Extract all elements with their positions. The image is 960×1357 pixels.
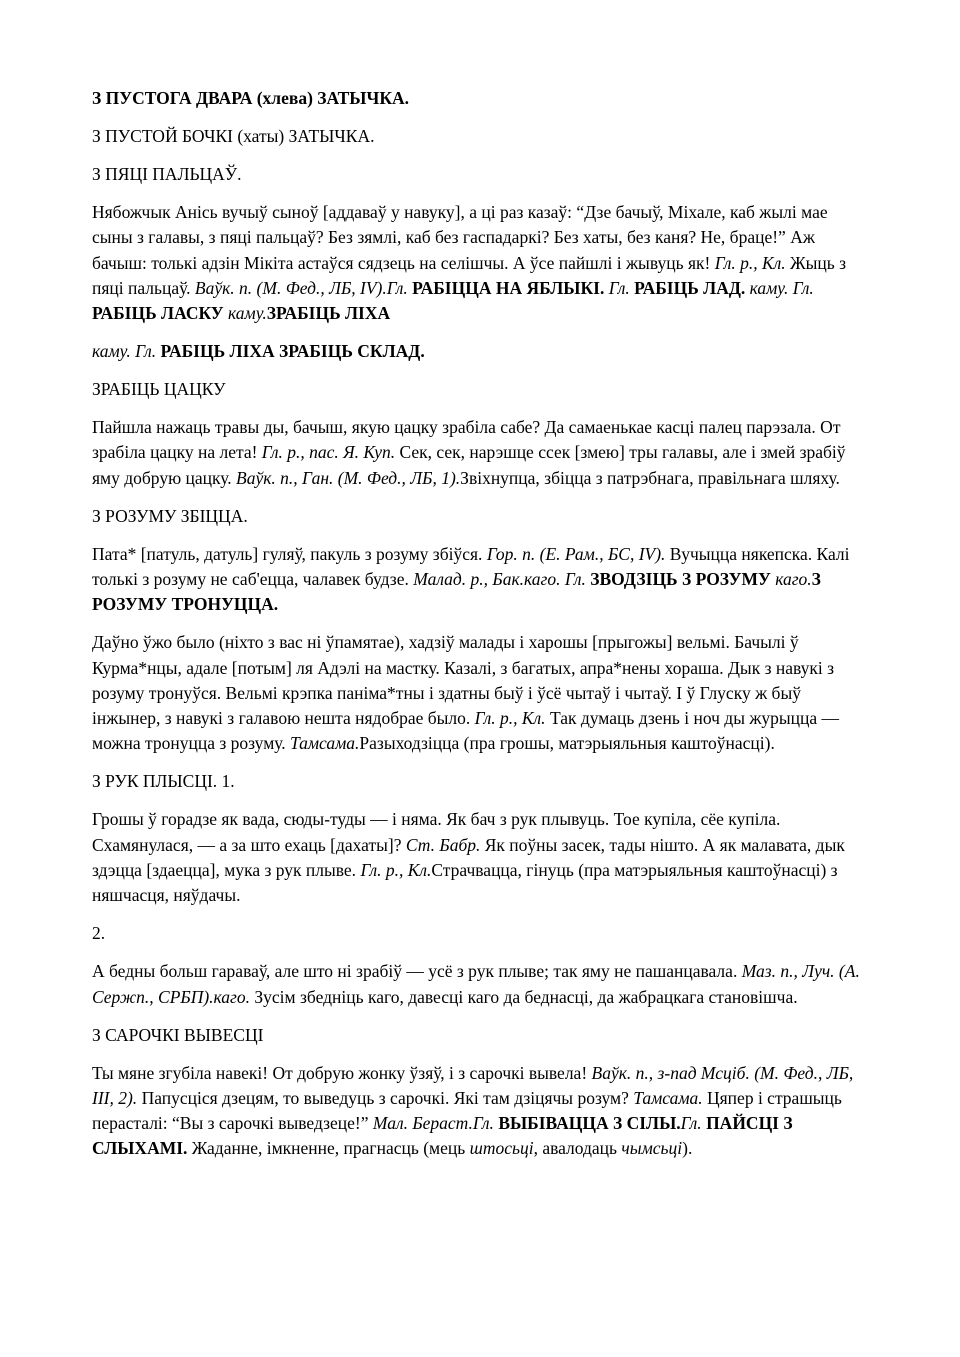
text-run: ЗРАБІЦЬ ЛІХА bbox=[266, 303, 391, 324]
text-run: Пайшла нажаць травы ды, бачыш, якую цацку зрабіла сабе? Да самаенькае касці палец парэзала. От зрабіла цацку на лета! bbox=[92, 417, 841, 463]
text-run: ЗРАБІЦЬ ЦАЦКУ bbox=[92, 379, 226, 400]
text-run: З ПУСТОЙ БОЧКІ (хаты) ЗАТЫЧКА. bbox=[92, 125, 375, 146]
text-run: Нябожчык Анісь вучыў сыноў [аддаваў у навуку], а ці раз казаў: “Дзе бачыў, Міхале, каб жылі мае сыны з галавы, з пяці пальцаў? Без зямлі, каб без гаспадаркі? Без хаты, без каня? Не, браце!” Аж бачыш: толькі адзін Мікіта астаўся сядзець на селішчы. А ўсе пайшлі і жывуць як! bbox=[92, 201, 828, 273]
text-run: Тамсама. bbox=[290, 733, 360, 754]
entry-heading bbox=[92, 504, 868, 529]
text-run: Гл. р., Кл. bbox=[714, 252, 786, 273]
entry-body bbox=[92, 921, 868, 946]
text-run: Мал. Бераст.Гл. bbox=[372, 1113, 499, 1134]
text-run: Гл. bbox=[680, 1113, 707, 1134]
text-run: Жаданне, імкненне, прагнасць (мець bbox=[191, 1138, 470, 1159]
text-run: Гор. п. (Е. Рам., БС, IV). bbox=[486, 543, 666, 564]
text-run: Малад. р., Бак.каго. Гл. bbox=[413, 568, 591, 589]
text-run: штосьці bbox=[469, 1138, 534, 1159]
text-run: Маз. п., Луч. (А. Сержп., СРБП).каго. bbox=[92, 961, 860, 1007]
text-run: каму. Гл. bbox=[749, 277, 814, 298]
text-run: РАБІЦЬ ЛАД. bbox=[634, 277, 750, 298]
entry-heading bbox=[92, 162, 868, 187]
text-run: Тамсама. bbox=[633, 1087, 703, 1108]
text-run: Ваўк. п. (М. Фед., ЛБ, IV).Гл. bbox=[194, 277, 408, 298]
text-run: каму. Гл. bbox=[92, 341, 161, 362]
entry-body bbox=[92, 807, 868, 908]
entry-body bbox=[92, 339, 868, 364]
text-run: чымсьці bbox=[621, 1138, 683, 1159]
entry-body bbox=[92, 415, 868, 491]
text-run: З РОЗУМУ ЗБІЦЦА. bbox=[92, 505, 248, 526]
entry-heading bbox=[92, 769, 868, 794]
text-run: РАБІЦЬ ЛІХА ЗРАБІЦЬ СКЛАД. bbox=[160, 341, 425, 362]
text-run: Гл. р., Кл. bbox=[474, 708, 546, 729]
text-run: , авалодаць bbox=[533, 1138, 622, 1159]
text-run: ЗВОДЗІЦЬ З РОЗУМУ bbox=[590, 568, 776, 589]
entry-body bbox=[92, 1061, 868, 1162]
text-run: А бедны больш гараваў, але што ні зрабіў — усё з рук плыве; так яму не пашанцавала. bbox=[92, 961, 742, 982]
text-run: Цяпер і страшыць перасталі: “Вы з сарочкі выведзеце!” bbox=[92, 1087, 842, 1134]
text-run: 2. bbox=[92, 923, 106, 944]
text-run: Грошы ў горадзе як вада, сюды-туды — і няма. Як бач з рук плывуць. Тое купіла, сёе купіла. Схамянулася, — а за што ехаць [дахаты]? bbox=[92, 809, 781, 855]
text-run: Ваўк. п., з-пад Мсціб. (М. Фед., ЛБ, III, 2). bbox=[92, 1062, 854, 1108]
entry-body bbox=[92, 542, 868, 618]
text-run: Ваўк. п., Ган. (М. Фед., ЛБ, 1). bbox=[236, 467, 461, 488]
text-run: РАБІЦЦА НА ЯБЛЫКІ. bbox=[407, 277, 609, 298]
text-run: Так думаць дзень і ноч ды журыцца — можна тронуцца з розуму. bbox=[92, 708, 840, 754]
text-run: З ПУСТОГА ДВАРА (хлева) ЗАТЫЧКА. bbox=[92, 88, 410, 108]
text-run: Даўно ўжо было (ніхто з вас ні ўпамятае), хадзіў малады і харошы [прыгожы] вельмі. Бачылі ў Курма*нцы, адале [потым] ля Адэлі на мастку. Казалі, з багатых, апра*нены хораша. Дык з навукі з розуму тронуўся. Вельмі крэпка паніма*тны і здатны быў і ўсё чытаў і чытаў. І ў Глуску ж быў інжынер, з навукі з галавою нешта нядобрае было. bbox=[92, 632, 835, 729]
text-run: З РУК ПЛЫСЦІ. 1. bbox=[92, 771, 235, 792]
text-run: Страчвацца, гінуць (пра матэрыяльныя каштоўнасці) з няшчасця, няўдачы. bbox=[92, 859, 838, 906]
text-run: ВЫБІВАЦЦА З СІЛЫ. bbox=[498, 1113, 681, 1134]
text-run: З РОЗУМУ ТРОНУЦЦА. bbox=[92, 568, 821, 615]
text-run: каму. bbox=[228, 303, 267, 324]
text-run: З САРОЧКІ ВЫВЕСЦІ bbox=[92, 1024, 264, 1045]
entry-heading bbox=[92, 86, 868, 111]
text-run: Сек, сек, нарэшце ссек [змею] тры галавы, але і змей зрабіў яму добрую цацку. bbox=[92, 442, 846, 488]
text-run: Разыходзіцца (пра грошы, матэрыяльныя каштоўнасці). bbox=[359, 733, 775, 754]
text-run: З ПЯЦІ ПАЛЬЦАЎ. bbox=[92, 163, 242, 184]
text-run: Ст. Бабр. bbox=[405, 834, 481, 855]
entry-heading bbox=[92, 377, 868, 402]
text-run: Вучыцца някепска. Калі толькі з розуму не саб'ецца, чалавек будзе. bbox=[92, 543, 850, 589]
entry-body bbox=[92, 630, 868, 756]
entry-body bbox=[92, 200, 868, 326]
text-run: Як поўны засек, тады нішто. А як малавата, дык здэцца [здаецца], мука з рук плыве. bbox=[92, 834, 845, 880]
text-run: ПАЙСЦІ З СЛЫХАМІ. bbox=[92, 1113, 793, 1159]
text-run: ). bbox=[682, 1138, 693, 1159]
text-run: РАБІЦЬ ЛАСКУ bbox=[92, 303, 229, 324]
text-run: Гл. р., Кл. bbox=[360, 859, 432, 880]
text-run: Ты мяне згубіла навекі! От добрую жонку ўзяў, і з сарочкі вывела! bbox=[92, 1062, 592, 1083]
entry-heading bbox=[92, 1023, 868, 1048]
text-run: Гл. р., пас. Я. Куп. bbox=[261, 442, 396, 463]
entry-body bbox=[92, 959, 868, 1010]
entry-heading bbox=[92, 124, 868, 149]
text-run: Гл. bbox=[608, 277, 635, 298]
text-run: Пата* [патуль, датуль] гуляў, пакуль з розуму збіўся. bbox=[92, 543, 487, 564]
text-run: каго. bbox=[775, 568, 812, 589]
text-run: Жыць з пяці пальцаў. bbox=[92, 252, 847, 298]
text-run: Зусім збедніць каго, давесці каго да беднасці, да жабрацкага становішча. bbox=[250, 986, 798, 1007]
text-run: Звіхнупца, збіцца з патрэбнага, правільнага шляху. bbox=[460, 467, 840, 488]
text-run: Папусціся дзецям, то выведуць з сарочкі. Які там дзіцячы розум? bbox=[137, 1087, 634, 1108]
